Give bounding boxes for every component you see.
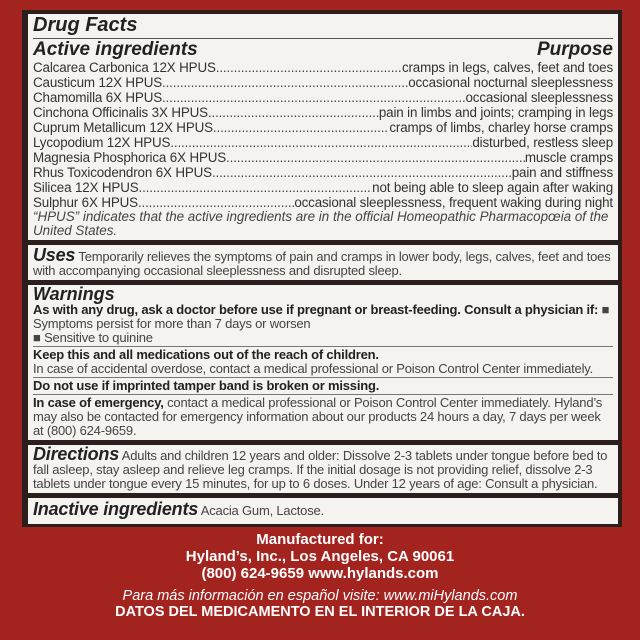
ingredient-name: Rhus Toxicodendron 6X HPUS	[33, 165, 212, 180]
hpus-note: “HPUS” indicates that the active ingredients are in the official Homeopathic Pharmacopœia of the United States.	[33, 209, 609, 238]
directions-text: Adults and children 12 years and older: Dissolve 2-3 tablets under tongue before bed to fall asleep, stay asleep and relieve leg cramps. If the initial dosage is not providing relief, dissolve 2-3 tablets under tongue every 15 minutes, for up to 6 doses. Under 12 years of age: Consult a physician.	[33, 448, 608, 491]
inactive-heading: Inactive ingredients	[33, 499, 199, 519]
inactive-ingredients-panel	[28, 498, 618, 524]
contact-info: (800) 624-9659 www.hylands.com	[201, 565, 439, 582]
emergency-text: contact a medical professional or Poison Control Center immediately. Hyland’s may also be contacted for emergency information about our products 24 hours a day, 7 days per week at (800) 624-9659.	[33, 395, 603, 438]
ingredient-purpose: pain and stiffness	[511, 165, 613, 180]
active-ingredients-heading: Active ingredients	[33, 39, 198, 60]
drug-facts-frame	[22, 10, 622, 527]
ingredient-name: Chamomilla 6X HPUS	[33, 90, 163, 105]
dot-leader	[212, 165, 512, 180]
overdose-text: In case of accidental overdose, contact a medical professional or Poison Control Center immediately.	[33, 361, 593, 376]
dot-leader	[138, 195, 294, 210]
emergency-label: In case of emergency,	[33, 395, 164, 410]
ingredient-purpose: pain in limbs and joints; cramping in legs	[378, 105, 613, 120]
dot-leader	[170, 135, 472, 150]
ingredient-row	[33, 120, 613, 135]
company-address: Hyland’s, Inc., Los Angeles, CA 90061	[185, 548, 455, 565]
manufactured-label: Manufactured for:	[256, 531, 384, 548]
inactive-text: Acacia Gum, Lactose.	[200, 503, 324, 518]
dot-leader	[208, 105, 379, 120]
ingredient-purpose: occasional nocturnal sleeplessness	[408, 75, 613, 90]
ingredient-purpose: cramps in legs, calves, feet and toes	[401, 60, 613, 75]
ingredient-name: Cuprum Metallicum 12X HPUS	[33, 120, 213, 135]
uses-text: Temporarily relieves the symptoms of pain and cramps in lower body, legs, calves, feet and toes with accompanying occasional sleeplessness and disrupted sleep.	[33, 249, 611, 278]
directions-heading: Directions	[33, 444, 120, 464]
purpose-heading: Purpose	[536, 39, 613, 60]
ingredient-row	[33, 165, 613, 180]
datos-notice: DATOS DEL MEDICAMENTO EN EL INTERIOR DE LA CAJA.	[115, 604, 525, 620]
ingredient-row	[33, 60, 613, 75]
directions-panel	[28, 445, 618, 493]
uses-heading: Uses	[33, 245, 76, 265]
active-ingredients-panel	[28, 14, 618, 240]
uses-panel	[28, 245, 618, 280]
ingredient-purpose: disturbed, restless sleep	[472, 135, 613, 150]
consult-warning: As with any drug, ask a doctor before use if pregnant or breast-feeding. Consult a physician if:	[33, 302, 599, 317]
warnings-heading: Warnings	[33, 284, 115, 304]
ingredient-row	[33, 150, 613, 165]
dot-leader	[139, 180, 373, 195]
warning-bullet: Symptoms persist for more than 7 days or worsen	[33, 316, 311, 331]
ingredient-row	[33, 180, 613, 195]
ingredient-row	[33, 135, 613, 150]
spanish-info: Para más información en español visite: www.miHylands.com	[122, 588, 518, 604]
bullet-icon: ■	[33, 330, 41, 345]
ingredient-purpose: occasional sleeplessness	[465, 90, 613, 105]
ingredient-name: Sulphur 6X HPUS	[33, 195, 138, 210]
active-ingredients-header	[33, 40, 613, 60]
ingredient-name: Cinchona Officinalis 3X HPUS	[33, 105, 208, 120]
ingredient-purpose: cramps of limbs, charley horse cramps	[389, 120, 613, 135]
ingredient-list	[33, 60, 613, 210]
dot-leader	[162, 75, 408, 90]
ingredient-name: Silicea 12X HPUS	[33, 180, 139, 195]
ingredient-purpose: not being able to sleep again after waking	[372, 180, 613, 195]
warning-bullet: Sensitive to quinine	[44, 330, 153, 345]
ingredient-name: Causticum 12X HPUS	[33, 75, 163, 90]
ingredient-purpose: muscle cramps	[524, 150, 613, 165]
ingredient-purpose: occasional sleeplessness, frequent waking during night	[294, 195, 613, 210]
ingredient-row	[33, 195, 613, 210]
ingredient-row	[33, 105, 613, 120]
dot-leader	[213, 120, 389, 135]
dot-leader	[162, 90, 465, 105]
manufacturer-footer	[0, 531, 640, 625]
warnings-panel	[28, 285, 618, 440]
dot-leader	[226, 150, 525, 165]
ingredient-name: Lycopodium 12X HPUS	[33, 135, 171, 150]
keep-away-warning: Keep this and all medications out of the reach of children.	[33, 347, 379, 362]
dot-leader	[216, 60, 402, 75]
ingredient-name: Magnesia Phosphorica 6X HPUS	[33, 150, 227, 165]
ingredient-row	[33, 90, 613, 105]
drug-facts-title: Drug Facts	[33, 14, 138, 36]
bullet-icon: ■	[601, 302, 610, 317]
ingredient-row	[33, 75, 613, 90]
tamper-warning: Do not use if imprinted tamper band is broken or missing.	[33, 378, 380, 393]
ingredient-name: Calcarea Carbonica 12X HPUS	[33, 60, 216, 75]
